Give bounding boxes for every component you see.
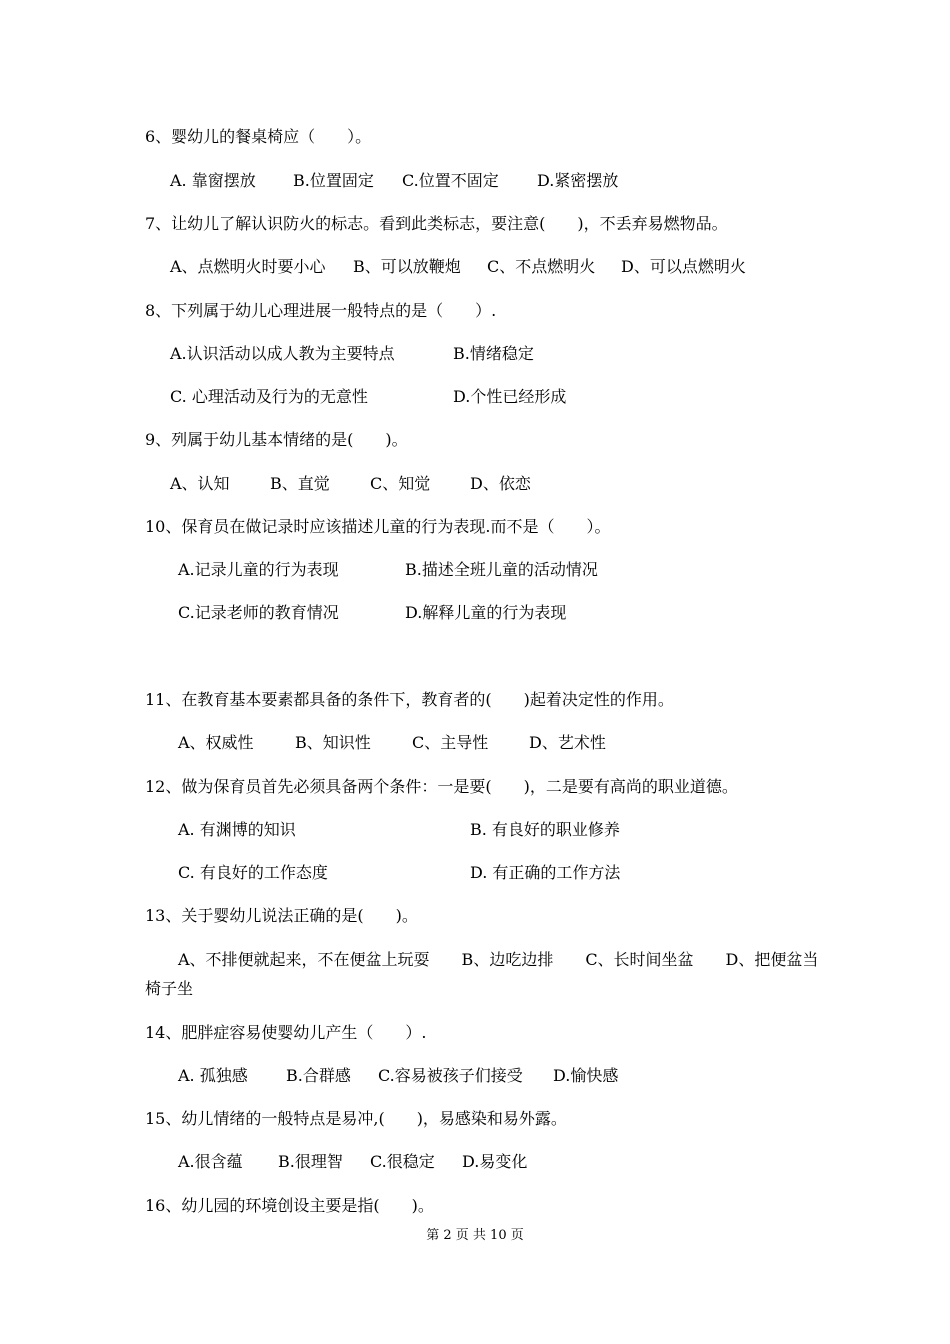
page-number-footer: 第 2 页 共 10 页 — [426, 1228, 524, 1243]
question-6-option-a: A. 靠窗摆放 — [170, 171, 256, 190]
question-11-stem: 11、在教育基本要素都具备的条件下，教育者的( )起着决定性的作用。 — [145, 690, 674, 709]
question-11-option-a: A、权威性 — [178, 733, 254, 752]
question-12-option-d: D. 有正确的工作方法 — [470, 863, 621, 882]
question-13-options-line-2: 椅子坐 — [145, 979, 194, 998]
question-12-option-c: C. 有良好的工作态度 — [178, 863, 328, 882]
question-11-option-d: D、艺术性 — [529, 733, 606, 752]
question-7-stem: 7、让幼儿了解认识防火的标志。看到此类标志，要注意( )，不丢弃易燃物品。 — [145, 214, 728, 233]
question-7-option-c: C、不点燃明火 — [487, 257, 596, 276]
question-9-stem: 9、列属于幼儿基本情绪的是( )。 — [145, 430, 408, 449]
question-6-option-c: C.位置不固定 — [402, 171, 499, 190]
question-11-option-c: C、主导性 — [412, 733, 489, 752]
question-10-stem: 10、保育员在做记录时应该描述儿童的行为表现.而不是（ ）。 — [145, 517, 611, 536]
question-8-stem: 8、下列属于幼儿心理进展一般特点的是（ ）. — [145, 301, 497, 320]
question-6-option-b: B.位置固定 — [293, 171, 374, 190]
question-7-option-d: D、可以点燃明火 — [621, 257, 746, 276]
question-15-option-b: B.很理智 — [278, 1152, 343, 1171]
question-10-option-d: D.解释儿童的行为表现 — [405, 603, 567, 622]
question-15-option-c: C.很稳定 — [370, 1152, 435, 1171]
question-12-option-b: B. 有良好的职业修养 — [470, 820, 620, 839]
question-13-stem: 13、关于婴幼儿说法正确的是( )。 — [145, 906, 418, 925]
question-8-option-a: A.认识活动以成人教为主要特点 — [170, 344, 395, 363]
question-15-option-a: A.很含蕴 — [178, 1152, 243, 1171]
question-8-option-b: B.情绪稳定 — [453, 344, 534, 363]
question-13-options-line-1: A、不排便就起来，不在便盆上玩耍 B、边吃边排 C、长时间坐盆 D、把便盆当 — [178, 950, 819, 969]
question-9-option-c: C、知觉 — [370, 474, 431, 493]
question-14-stem: 14、肥胖症容易使婴幼儿产生（ ）. — [145, 1023, 427, 1042]
question-14-option-b: B.合群感 — [286, 1066, 351, 1085]
question-10-option-a: A.记录儿童的行为表现 — [178, 560, 339, 579]
question-12-stem: 12、做为保育员首先必须具备两个条件：一是要( )，二是要有高尚的职业道德。 — [145, 777, 738, 796]
question-7-option-b: B、可以放鞭炮 — [353, 257, 461, 276]
question-8-option-c: C. 心理活动及行为的无意性 — [170, 387, 368, 406]
question-11-option-b: B、知识性 — [295, 733, 371, 752]
question-10-option-b: B.描述全班儿童的活动情况 — [405, 560, 598, 579]
question-9-option-d: D、依恋 — [470, 474, 531, 493]
question-6-option-d: D.紧密摆放 — [537, 171, 619, 190]
question-10-option-c: C.记录老师的教育情况 — [178, 603, 339, 622]
question-15-option-d: D.易变化 — [462, 1152, 528, 1171]
question-14-option-c: C.容易被孩子们接受 — [378, 1066, 523, 1085]
question-7-option-a: A、点燃明火时要小心 — [170, 257, 326, 276]
question-9-option-a: A、认知 — [170, 474, 230, 493]
question-14-option-a: A. 孤独感 — [178, 1066, 248, 1085]
question-6-stem: 6、婴幼儿的餐桌椅应（ ）。 — [145, 127, 372, 146]
question-8-option-d: D.个性已经形成 — [453, 387, 567, 406]
question-15-stem: 15、幼儿情绪的一般特点是易冲,( )，易感染和易外露。 — [145, 1109, 567, 1128]
question-16-stem: 16、幼儿园的环境创设主要是指( )。 — [145, 1196, 434, 1215]
question-12-option-a: A. 有渊博的知识 — [178, 820, 296, 839]
question-9-option-b: B、直觉 — [270, 474, 330, 493]
question-14-option-d: D.愉快感 — [553, 1066, 619, 1085]
